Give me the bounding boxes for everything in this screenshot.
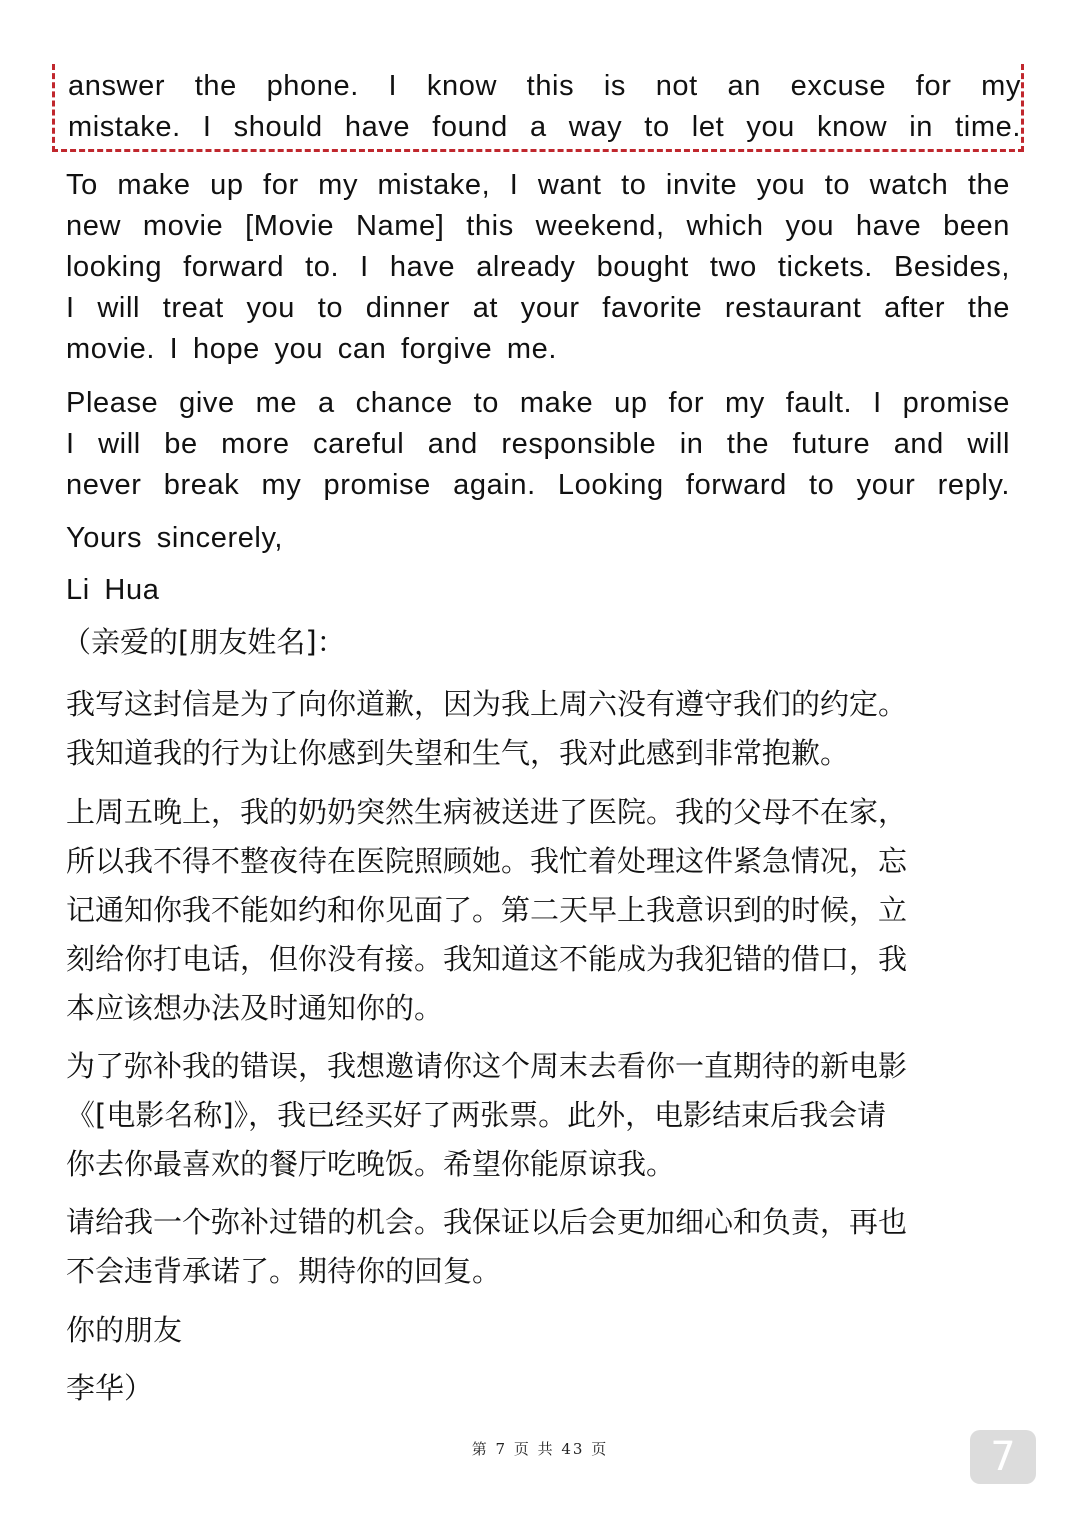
text-line: 你去你最喜欢的餐厅吃晚饭。希望你能原谅我。 xyxy=(66,1147,676,1181)
highlighted-paragraph-box xyxy=(52,64,1024,152)
page-number-badge: 7 xyxy=(970,1430,1036,1484)
text-line: To make up for my mistake, I want to invite you to watch the xyxy=(66,169,1010,201)
text-line: 我写这封信是为了向你道歉，因为我上周六没有遵守我们的约定。 xyxy=(66,687,908,721)
boxed-line-1: answer the phone. I know this is not an excuse for my xyxy=(68,70,1021,102)
english-closing: Yours sincerely, xyxy=(66,522,284,554)
text-line: 不会违背承诺了。期待你的回复。 xyxy=(66,1254,502,1288)
chinese-closing: 你的朋友 xyxy=(66,1313,183,1347)
chinese-paragraph-2 xyxy=(66,788,1010,1033)
text-line: 刻给你打电话，但你没有接。我知道这不能成为我犯错的借口，我 xyxy=(66,942,908,976)
chinese-paragraph-3 xyxy=(66,1042,1010,1189)
text-line: 记通知你我不能如约和你见面了。第二天早上我意识到的时候，立 xyxy=(66,893,908,927)
text-line: Please give me a chance to make up for my fault. I promise xyxy=(66,387,1010,419)
text-line: new movie [Movie Name] this weekend, which you have been xyxy=(66,210,1010,242)
text-line: 我知道我的行为让你感到失望和生气，我对此感到非常抱歉。 xyxy=(66,736,850,770)
text-line: 为了弥补我的错误，我想邀请你这个周末去看你一直期待的新电影 xyxy=(66,1049,908,1083)
text-line: looking forward to. I have already bought two tickets. Besides, xyxy=(66,251,1010,283)
english-paragraph-makeup xyxy=(66,165,1010,370)
page-footer: 第 7 页 共 43 页 xyxy=(471,1440,609,1458)
text-line: 请给我一个弥补过错的机会。我保证以后会更加细心和负责，再也 xyxy=(66,1205,908,1239)
text-line: 本应该想办法及时通知你的。 xyxy=(66,991,444,1025)
text-line: I will treat you to dinner at your favorite restaurant after the xyxy=(66,292,1010,324)
chinese-paragraph-4 xyxy=(66,1198,1010,1296)
text-line: never break my promise again. Looking forward to your reply. xyxy=(66,469,1010,501)
chinese-signature: 李华） xyxy=(66,1371,154,1405)
text-line: 《[电影名称]》，我已经买好了两张票。此外，电影结束后我会请 xyxy=(66,1098,887,1132)
text-line: 所以我不得不整夜待在医院照顾她。我忙着处理这件紧急情况，忘 xyxy=(66,844,908,878)
chinese-greeting: （亲爱的[朋友姓名]： xyxy=(62,625,346,659)
english-signature: Li Hua xyxy=(66,574,160,606)
text-line: I will be more careful and responsible in the future and will xyxy=(66,428,1010,460)
boxed-line-2: mistake. I should have found a way to let you know in time. xyxy=(68,111,1021,143)
chinese-paragraph-1 xyxy=(66,680,1010,778)
english-paragraph-promise xyxy=(66,383,1010,506)
text-line: movie. I hope you can forgive me. xyxy=(66,333,558,365)
text-line: 上周五晚上，我的奶奶突然生病被送进了医院。我的父母不在家， xyxy=(66,795,908,829)
